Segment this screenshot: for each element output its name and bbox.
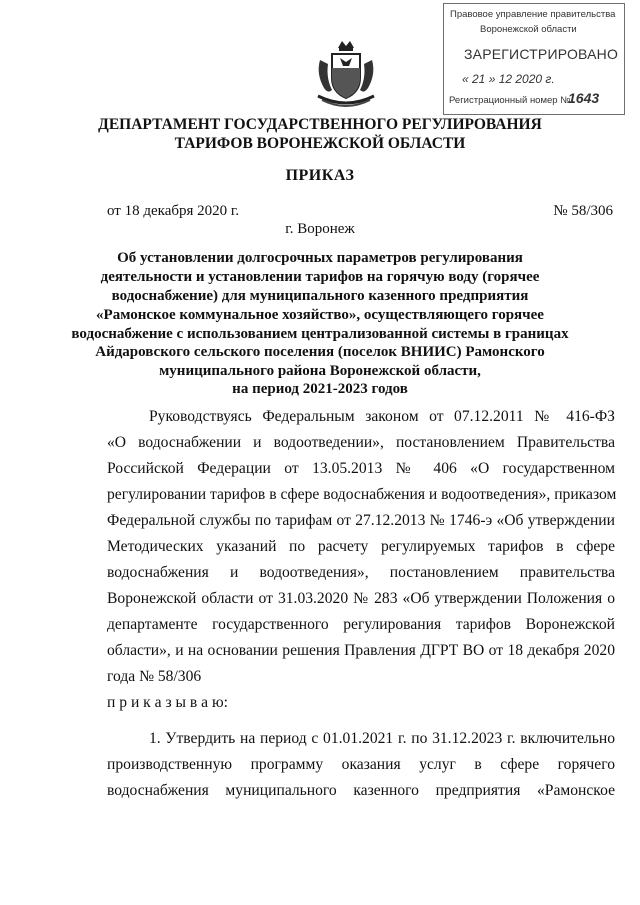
order-date: от 18 декабря 2020 г.: [107, 203, 240, 219]
body-line: Руководствуясь Федеральным законом от 07.12.2011 № 416-ФЗ: [149, 408, 615, 425]
stamp-date: « 21 » 12 2020 г.: [462, 72, 555, 86]
subject-line: водоснабжение с использованием централизованной системы в границах: [71, 326, 569, 342]
subject-line: деятельности и установлении тарифов на горячую воду (горячее: [100, 269, 540, 285]
registration-stamp: [443, 3, 625, 115]
doc-type: ПРИКАЗ: [285, 167, 355, 184]
body-line: регулировании тарифов в сфере водоснабжения и водоотведения», приказом: [107, 486, 617, 503]
body-line: Методических указаний по расчету регулируемых тарифов в сфере: [107, 538, 615, 555]
body-line: года № 58/306: [107, 668, 202, 685]
subject-line: водоснабжение) для муниципального казенного предприятия: [111, 288, 529, 304]
stamp-org-line2: Воронежской области: [480, 24, 577, 35]
dept-title-line1: ДЕПАРТАМЕНТ ГОСУДАРСТВЕННОГО РЕГУЛИРОВАНИЯ: [98, 116, 542, 133]
item1-line: производственную программу оказания услуг в сфере горячего: [107, 756, 615, 773]
body-line: водоснабжения и водоотведения», постановлением правительства: [107, 564, 615, 581]
stamp-org-line1: Правовое управление правительства: [450, 9, 616, 20]
subject-line: «Рамонское коммунальное хозяйство», осуществляющего горячее: [96, 307, 544, 323]
order-word: п р и к а з ы в а ю:: [107, 694, 228, 711]
subject-line: на период 2021-2023 годов: [232, 381, 408, 397]
stamp-reg-number: 1643: [568, 90, 600, 106]
order-number: № 58/306: [553, 203, 613, 219]
item1-line: водоснабжения муниципального казенного предприятия «Рамонское: [107, 782, 615, 799]
subject-line: Айдаровского сельского поселения (поселок ВНИИС) Рамонского: [95, 344, 545, 360]
body-line: «О водоснабжении и водоотведении», постановлением Правительства: [107, 434, 615, 451]
body-line: департаменте государственного регулирования тарифов Воронежской: [107, 616, 615, 633]
body-line: Воронежской области от 31.03.2020 № 283 «Об утверждении Положения о: [107, 590, 615, 607]
stamp-registered: ЗАРЕГИСТРИРОВАНО: [464, 46, 619, 62]
dept-title-line2: ТАРИФОВ ВОРОНЕЖСКОЙ ОБЛАСТИ: [174, 135, 466, 152]
subject-line: муниципального района Воронежской области,: [159, 363, 481, 379]
voronezh-coat-of-arms-icon: [312, 38, 380, 110]
body-line: области», и на основании решения Правления ДГРТ ВО от 18 декабря 2020: [107, 642, 615, 659]
body-line: Российской Федерации от 13.05.2013 № 406 «О государственном: [107, 460, 615, 477]
item1-line: 1. Утвердить на период с 01.01.2021 г. по 31.12.2023 г. включительно: [149, 730, 615, 747]
subject-line: Об установлении долгосрочных параметров регулирования: [117, 250, 523, 266]
order-city: г. Воронеж: [285, 221, 355, 237]
stamp-reg-label: Регистрационный номер №: [449, 95, 571, 106]
body-line: Федеральной службы по тарифам от 27.12.2013 № 1746-э «Об утверждении: [107, 512, 615, 529]
